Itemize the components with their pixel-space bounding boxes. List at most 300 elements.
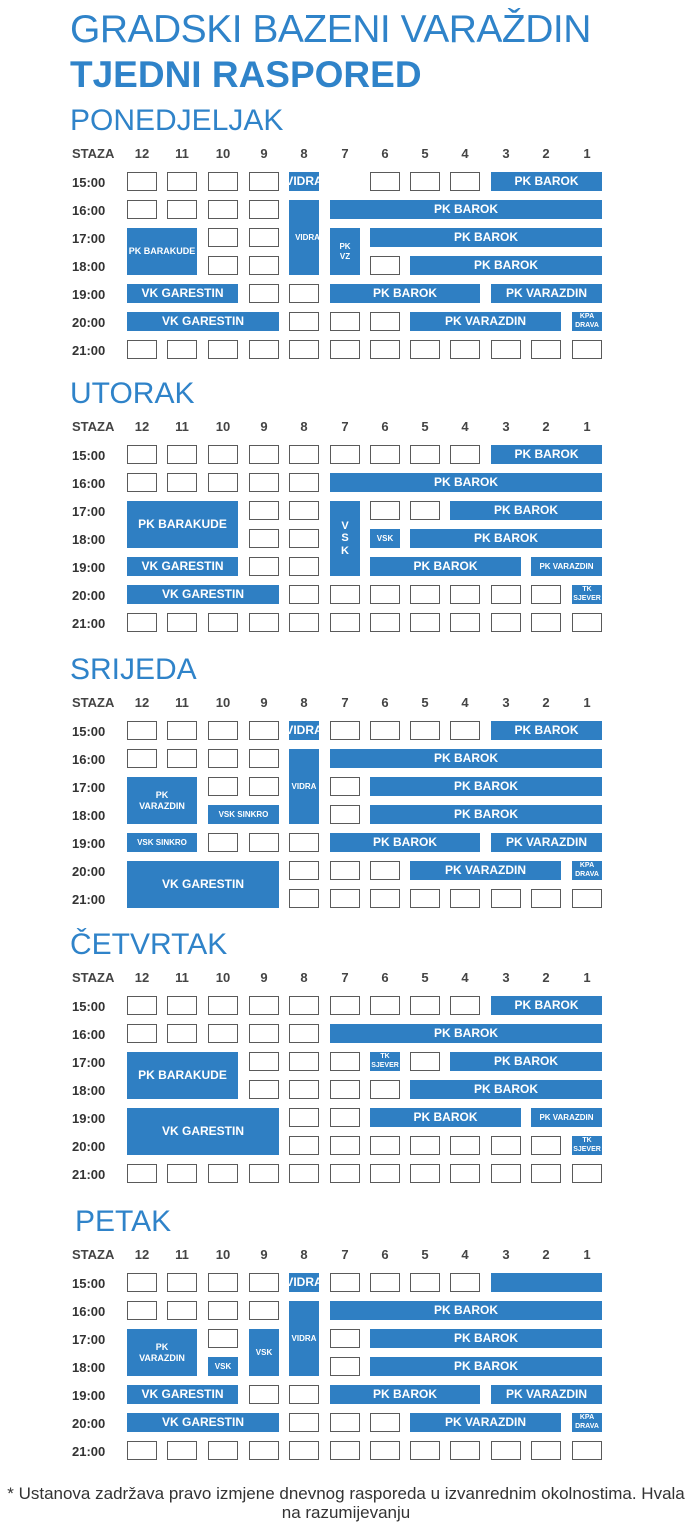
booking-block: PK BAROK — [410, 256, 602, 275]
empty-slot — [289, 501, 319, 520]
day-title: UTORAK — [70, 377, 195, 410]
booking-block: PK BAROK — [491, 445, 602, 464]
empty-slot — [410, 613, 440, 632]
empty-slot — [370, 585, 400, 604]
empty-slot — [167, 340, 197, 359]
empty-slot — [491, 340, 521, 359]
booking-block: VK GARESTIN — [127, 284, 238, 303]
booking-block: PK VARAZDIN — [491, 833, 602, 852]
lane-header: 7 — [341, 419, 349, 434]
empty-slot — [330, 1052, 360, 1071]
staza-label: STAZA — [72, 695, 115, 710]
booking-block: PK BAROK — [410, 529, 602, 548]
day-title: PETAK — [75, 1205, 172, 1238]
lane-header: 3 — [502, 419, 510, 434]
empty-slot — [531, 613, 561, 632]
empty-slot — [208, 200, 238, 219]
time-label: 17:00 — [72, 1055, 106, 1070]
booking-block: PK BAROK — [491, 721, 602, 740]
empty-slot — [531, 340, 561, 359]
empty-slot — [249, 1385, 279, 1404]
empty-slot — [410, 1164, 440, 1183]
empty-slot — [167, 721, 197, 740]
lane-header: 12 — [134, 695, 150, 710]
booking-block: VIDRA — [289, 1273, 319, 1292]
empty-slot — [208, 721, 238, 740]
time-label: 15:00 — [72, 724, 106, 739]
lane-header: 10 — [215, 1247, 231, 1262]
empty-slot — [410, 585, 440, 604]
time-label: 16:00 — [72, 1304, 106, 1319]
empty-slot — [531, 1136, 561, 1155]
lane-header: 9 — [260, 1247, 268, 1262]
time-label: 18:00 — [72, 808, 106, 823]
booking-block: PK BAROK — [370, 1329, 602, 1348]
booking-block: VK GARESTIN — [127, 1108, 279, 1155]
empty-slot — [167, 473, 197, 492]
empty-slot — [249, 529, 279, 548]
empty-slot — [249, 340, 279, 359]
empty-slot — [127, 473, 157, 492]
booking-block: VSK — [249, 1329, 279, 1376]
empty-slot — [167, 1301, 197, 1320]
empty-slot — [330, 445, 360, 464]
booking-block: PK BAROK — [450, 501, 602, 520]
lane-header: 10 — [215, 419, 231, 434]
time-label: 17:00 — [72, 1332, 106, 1347]
staza-label: STAZA — [72, 419, 115, 434]
lane-header: 8 — [300, 1247, 308, 1262]
empty-slot — [208, 1024, 238, 1043]
empty-slot — [127, 445, 157, 464]
time-label: 17:00 — [72, 231, 106, 246]
empty-slot — [127, 613, 157, 632]
empty-slot — [249, 1024, 279, 1043]
booking-block: VK GARESTIN — [127, 1413, 279, 1432]
empty-slot — [127, 721, 157, 740]
time-label: 16:00 — [72, 1027, 106, 1042]
time-label: 19:00 — [72, 287, 106, 302]
time-label: 16:00 — [72, 203, 106, 218]
empty-slot — [572, 889, 602, 908]
empty-slot — [289, 1080, 319, 1099]
lane-header: 3 — [502, 146, 510, 161]
booking-block: PK BAROK — [370, 228, 602, 247]
footer-note: * Ustanova zadržava pravo izmjene dnevnog rasporeda u izvanrednim okolnostima. Hvala na razumijevanju — [7, 1484, 685, 1522]
booking-block: PK VZ — [330, 228, 360, 275]
empty-slot — [572, 1441, 602, 1460]
staza-label: STAZA — [72, 146, 115, 161]
booking-block: PK VARAZDIN — [127, 1329, 197, 1376]
empty-slot — [330, 1441, 360, 1460]
booking-block: PK VARAZDIN — [531, 557, 602, 576]
booking-block: PK BAROK — [330, 1385, 480, 1404]
booking-block: PK BAROK — [370, 805, 602, 824]
empty-slot — [167, 1273, 197, 1292]
empty-slot — [289, 861, 319, 880]
empty-slot — [450, 1441, 480, 1460]
lane-header: 1 — [583, 146, 591, 161]
booking-block: PK BAROK — [330, 473, 602, 492]
empty-slot — [249, 833, 279, 852]
empty-slot — [370, 312, 400, 331]
booking-block: V S K — [330, 501, 360, 576]
lane-header: 2 — [542, 1247, 550, 1262]
empty-slot — [330, 1108, 360, 1127]
empty-slot — [370, 445, 400, 464]
empty-slot — [330, 889, 360, 908]
lane-header: 5 — [421, 146, 429, 161]
empty-slot — [289, 1052, 319, 1071]
empty-slot — [370, 613, 400, 632]
empty-slot — [127, 1024, 157, 1043]
empty-slot — [370, 721, 400, 740]
lane-header: 8 — [300, 146, 308, 161]
empty-slot — [167, 1164, 197, 1183]
empty-slot — [330, 1080, 360, 1099]
staza-label: STAZA — [72, 970, 115, 985]
page-subtitle: TJEDNI RASPORED — [70, 54, 422, 95]
lane-header: 4 — [461, 146, 469, 161]
lane-header: 12 — [134, 1247, 150, 1262]
lane-header: 3 — [502, 695, 510, 710]
booking-block: PK BAROK — [450, 1052, 602, 1071]
empty-slot — [208, 172, 238, 191]
empty-slot — [249, 284, 279, 303]
empty-slot — [208, 1273, 238, 1292]
booking-block: PK BAROK — [370, 1357, 602, 1376]
empty-slot — [208, 228, 238, 247]
empty-slot — [410, 1273, 440, 1292]
empty-slot — [167, 996, 197, 1015]
empty-slot — [289, 529, 319, 548]
time-label: 15:00 — [72, 175, 106, 190]
lane-header: 7 — [341, 970, 349, 985]
booking-block: VK GARESTIN — [127, 861, 279, 908]
booking-block: VIDRA — [289, 749, 319, 824]
empty-slot — [127, 1164, 157, 1183]
empty-slot — [370, 1080, 400, 1099]
empty-slot — [249, 613, 279, 632]
booking-block: TK SJEVER — [370, 1052, 400, 1071]
booking-block: VIDRA — [289, 1301, 319, 1376]
time-label: 20:00 — [72, 588, 106, 603]
empty-slot — [127, 749, 157, 768]
lane-header: 10 — [215, 695, 231, 710]
empty-slot — [330, 1357, 360, 1376]
empty-slot — [370, 340, 400, 359]
empty-slot — [330, 1164, 360, 1183]
empty-slot — [370, 172, 400, 191]
empty-slot — [370, 1413, 400, 1432]
booking-block: VK GARESTIN — [127, 557, 238, 576]
booking-block: PK BAROK — [330, 284, 480, 303]
lane-header: 11 — [175, 695, 189, 710]
empty-slot — [167, 445, 197, 464]
empty-slot — [450, 340, 480, 359]
empty-slot — [127, 1273, 157, 1292]
time-label: 19:00 — [72, 836, 106, 851]
empty-slot — [208, 749, 238, 768]
empty-slot — [289, 1441, 319, 1460]
time-label: 20:00 — [72, 1139, 106, 1154]
empty-slot — [531, 889, 561, 908]
empty-slot — [330, 777, 360, 796]
empty-slot — [370, 1273, 400, 1292]
empty-slot — [330, 340, 360, 359]
empty-slot — [127, 996, 157, 1015]
empty-slot — [249, 1052, 279, 1071]
empty-slot — [249, 473, 279, 492]
empty-slot — [208, 777, 238, 796]
lane-header: 7 — [341, 146, 349, 161]
empty-slot — [450, 445, 480, 464]
lane-header: 1 — [583, 695, 591, 710]
time-label: 18:00 — [72, 532, 106, 547]
empty-slot — [330, 1329, 360, 1348]
booking-block: VSK — [370, 529, 400, 548]
time-label: 19:00 — [72, 1111, 106, 1126]
empty-slot — [127, 200, 157, 219]
time-label: 18:00 — [72, 1083, 106, 1098]
empty-slot — [289, 340, 319, 359]
empty-slot — [249, 501, 279, 520]
booking-block: PK BAROK — [370, 557, 521, 576]
booking-block: VIDRA — [289, 200, 319, 275]
time-label: 16:00 — [72, 476, 106, 491]
lane-header: 7 — [341, 1247, 349, 1262]
booking-block: KPA DRAVA — [572, 312, 602, 331]
empty-slot — [370, 1164, 400, 1183]
empty-slot — [410, 445, 440, 464]
staza-label: STAZA — [72, 1247, 115, 1262]
lane-header: 4 — [461, 695, 469, 710]
time-label: 18:00 — [72, 1360, 106, 1375]
empty-slot — [370, 501, 400, 520]
booking-block: VSK SINKRO — [127, 833, 197, 852]
empty-slot — [249, 228, 279, 247]
empty-slot — [410, 501, 440, 520]
empty-slot — [410, 996, 440, 1015]
empty-slot — [208, 1329, 238, 1348]
empty-slot — [410, 172, 440, 191]
empty-slot — [289, 473, 319, 492]
booking-block: PK BAROK — [491, 996, 602, 1015]
lane-header: 4 — [461, 1247, 469, 1262]
time-label: 20:00 — [72, 864, 106, 879]
booking-block: PK BAROK — [330, 1301, 602, 1320]
booking-block: PK BAROK — [370, 777, 602, 796]
lane-header: 11 — [175, 419, 189, 434]
empty-slot — [370, 996, 400, 1015]
booking-block: KPA DRAVA — [572, 1413, 602, 1432]
empty-slot — [289, 1164, 319, 1183]
lane-header: 9 — [260, 970, 268, 985]
empty-slot — [370, 889, 400, 908]
time-label: 17:00 — [72, 780, 106, 795]
lane-header: 12 — [134, 970, 150, 985]
lane-header: 6 — [381, 1247, 389, 1262]
empty-slot — [249, 256, 279, 275]
empty-slot — [410, 1441, 440, 1460]
page-title: GRADSKI BAZENI VARAŽDIN — [70, 8, 591, 51]
lane-header: 12 — [134, 419, 150, 434]
empty-slot — [410, 1052, 440, 1071]
empty-slot — [249, 1441, 279, 1460]
lane-header: 10 — [215, 970, 231, 985]
empty-slot — [410, 721, 440, 740]
empty-slot — [289, 557, 319, 576]
empty-slot — [450, 585, 480, 604]
time-label: 19:00 — [72, 1388, 106, 1403]
lane-header: 5 — [421, 970, 429, 985]
booking-block: PK VARAZDIN — [491, 1385, 602, 1404]
empty-slot — [330, 1136, 360, 1155]
booking-block: PK VARAZDIN — [410, 861, 561, 880]
empty-slot — [531, 1164, 561, 1183]
empty-slot — [491, 1164, 521, 1183]
empty-slot — [208, 1301, 238, 1320]
empty-slot — [531, 585, 561, 604]
booking-block: PK BAROK — [410, 1080, 602, 1099]
booking-block — [491, 1273, 602, 1292]
empty-slot — [208, 833, 238, 852]
empty-slot — [491, 613, 521, 632]
lane-header: 2 — [542, 695, 550, 710]
lane-header: 8 — [300, 970, 308, 985]
empty-slot — [208, 1441, 238, 1460]
empty-slot — [249, 721, 279, 740]
time-label: 15:00 — [72, 999, 106, 1014]
lane-header: 3 — [502, 970, 510, 985]
empty-slot — [410, 340, 440, 359]
time-label: 15:00 — [72, 448, 106, 463]
empty-slot — [249, 1080, 279, 1099]
empty-slot — [330, 613, 360, 632]
empty-slot — [330, 312, 360, 331]
booking-block: PK VARAZDIN — [410, 1413, 561, 1432]
lane-header: 4 — [461, 970, 469, 985]
empty-slot — [249, 1164, 279, 1183]
lane-header: 6 — [381, 419, 389, 434]
empty-slot — [289, 1108, 319, 1127]
empty-slot — [410, 1136, 440, 1155]
empty-slot — [127, 1441, 157, 1460]
empty-slot — [330, 996, 360, 1015]
time-label: 21:00 — [72, 892, 106, 907]
empty-slot — [330, 585, 360, 604]
lane-header: 6 — [381, 970, 389, 985]
lane-header: 2 — [542, 146, 550, 161]
lane-header: 11 — [175, 970, 189, 985]
empty-slot — [289, 585, 319, 604]
empty-slot — [289, 1024, 319, 1043]
empty-slot — [450, 889, 480, 908]
booking-block: VIDRA — [289, 172, 319, 191]
booking-block: PK BAROK — [330, 200, 602, 219]
time-label: 21:00 — [72, 1167, 106, 1182]
empty-slot — [289, 613, 319, 632]
empty-slot — [249, 749, 279, 768]
empty-slot — [289, 833, 319, 852]
booking-block: TK SJEVER — [572, 585, 602, 604]
time-label: 16:00 — [72, 752, 106, 767]
empty-slot — [127, 1301, 157, 1320]
empty-slot — [167, 749, 197, 768]
lane-header: 1 — [583, 970, 591, 985]
time-label: 21:00 — [72, 616, 106, 631]
empty-slot — [249, 996, 279, 1015]
lane-header: 12 — [134, 146, 150, 161]
empty-slot — [330, 1273, 360, 1292]
empty-slot — [289, 1385, 319, 1404]
empty-slot — [330, 805, 360, 824]
lane-header: 1 — [583, 419, 591, 434]
empty-slot — [491, 889, 521, 908]
booking-block: PK BAROK — [330, 749, 602, 768]
day-title: PONEDJELJAK — [70, 104, 284, 137]
lane-header: 5 — [421, 695, 429, 710]
empty-slot — [208, 473, 238, 492]
empty-slot — [450, 172, 480, 191]
empty-slot — [167, 172, 197, 191]
lane-header: 6 — [381, 146, 389, 161]
empty-slot — [450, 1136, 480, 1155]
booking-block: VK GARESTIN — [127, 312, 279, 331]
lane-header: 8 — [300, 695, 308, 710]
booking-block: PK BAROK — [491, 172, 602, 191]
lane-header: 2 — [542, 419, 550, 434]
empty-slot — [572, 613, 602, 632]
day-title: ČETVRTAK — [70, 928, 228, 961]
booking-block: PK BAROK — [370, 1108, 521, 1127]
empty-slot — [491, 1441, 521, 1460]
empty-slot — [208, 613, 238, 632]
lane-header: 9 — [260, 419, 268, 434]
empty-slot — [289, 889, 319, 908]
lane-header: 6 — [381, 695, 389, 710]
time-label: 17:00 — [72, 504, 106, 519]
booking-block: PK BARAKUDE — [127, 501, 238, 548]
time-label: 15:00 — [72, 1276, 106, 1291]
empty-slot — [249, 777, 279, 796]
booking-block: PK BARAKUDE — [127, 1052, 238, 1099]
lane-header: 7 — [341, 695, 349, 710]
empty-slot — [370, 256, 400, 275]
empty-slot — [167, 613, 197, 632]
booking-block: VK GARESTIN — [127, 585, 279, 604]
booking-block: VSK SINKRO — [208, 805, 279, 824]
booking-block: KPA DRAVA — [572, 861, 602, 880]
empty-slot — [330, 721, 360, 740]
booking-block: PK BARAKUDE — [127, 228, 197, 275]
empty-slot — [167, 1024, 197, 1043]
empty-slot — [572, 1164, 602, 1183]
empty-slot — [572, 340, 602, 359]
lane-header: 2 — [542, 970, 550, 985]
booking-block: TK SJEVER — [572, 1136, 602, 1155]
time-label: 21:00 — [72, 1444, 106, 1459]
lane-header: 11 — [175, 1247, 189, 1262]
empty-slot — [167, 200, 197, 219]
empty-slot — [249, 1273, 279, 1292]
time-label: 20:00 — [72, 1416, 106, 1431]
empty-slot — [208, 340, 238, 359]
time-label: 19:00 — [72, 560, 106, 575]
lane-header: 5 — [421, 419, 429, 434]
lane-header: 8 — [300, 419, 308, 434]
empty-slot — [450, 721, 480, 740]
